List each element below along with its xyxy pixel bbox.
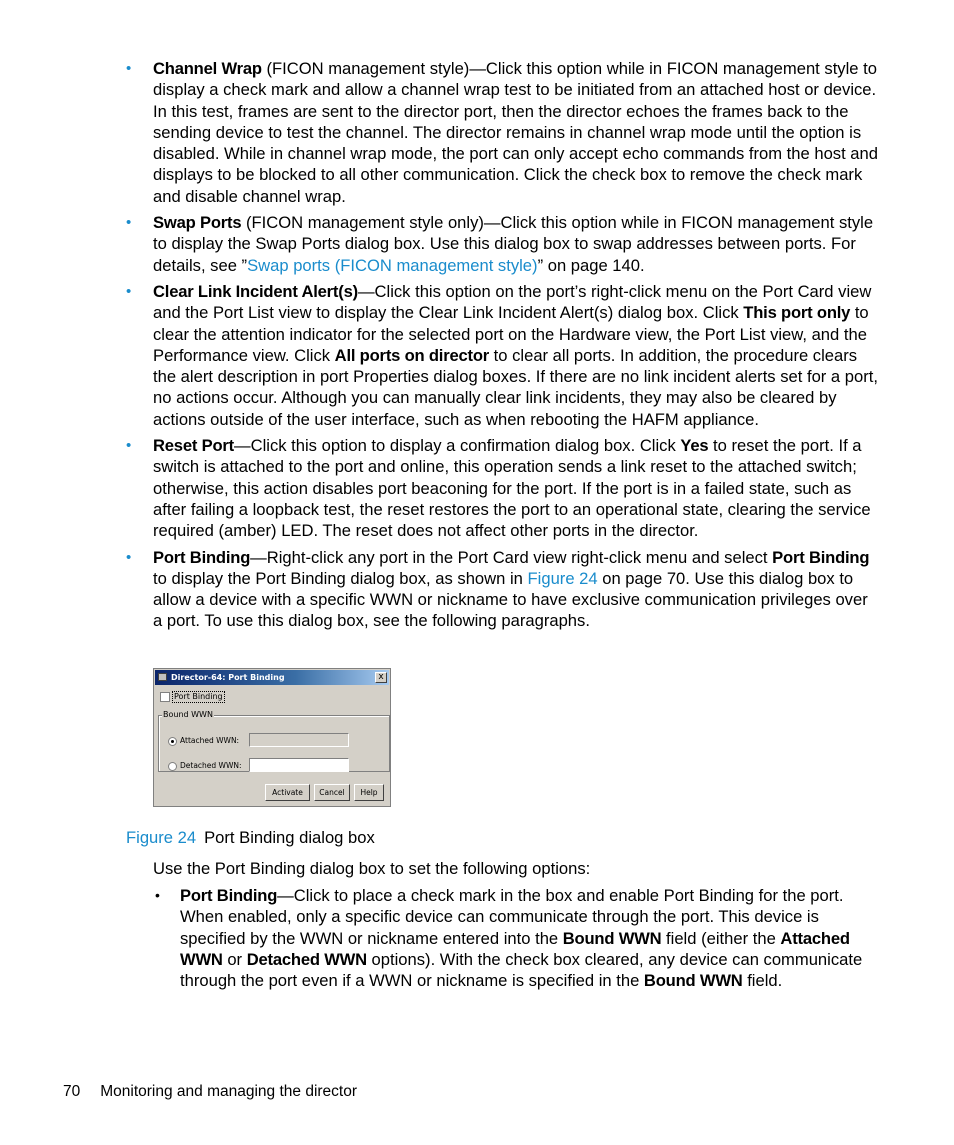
bullet-icon: • — [126, 548, 132, 566]
attached-wwn-label: Attached WWN: — [180, 736, 240, 745]
description-text: or — [222, 949, 247, 969]
description-text: —Click to place a check mark in the box and enable Port Binding for the port. When enabled, only a specific device can communicate through the port. This device is specified by the WWN or nickname entered into the — [180, 886, 844, 948]
bullet-icon: • — [126, 437, 132, 455]
description-text: to reset the port. If a switch is attached to the port and online, this operation sends a link reset to the attached switch; otherwise, this action disables port beaconing for the port. If the port is in a failed state, such as after failing a loopback test, the reset restores the port to an operational state, clearing the service required (amber) LED. The reset does not affect other ports in the director. — [153, 436, 871, 541]
close-button[interactable] — [375, 672, 387, 683]
page-number: 70 — [63, 1083, 81, 1100]
dialog-titlebar — [155, 670, 389, 685]
description-text: (FICON management style only)—Click this option while in FICON management style to display the Swap Ports dialog box. Use this dialog box to swap addresses between ports. For details, see ” — [153, 213, 874, 275]
bold-term: Attached WWN — [180, 928, 850, 969]
list-item-clear-link-incident — [126, 281, 878, 430]
attached-wwn-field[interactable] — [249, 733, 349, 747]
close-icon: x — [378, 672, 384, 682]
figure-title: Port Binding dialog box — [204, 828, 375, 847]
bullet-icon: • — [126, 60, 132, 77]
description-text: (FICON management style)—Click this option while in FICON management style to display a check mark and allow a channel wrap test to be initiated from an attached host or device. In this test, frames are sent to the director port, then the director echoes the frames back to the sending device to test the channel. The director remains in channel wrap mode until the option is disabled. While in channel wrap mode, the port can only accept echo commands from the host and displays to be blocked to all other communication. Click the check box to remove the check mark and disable channel wrap. — [153, 59, 878, 206]
port-binding-checkbox[interactable] — [160, 692, 170, 702]
figure-number: Figure 24 — [126, 828, 197, 847]
app-window-icon — [158, 673, 167, 681]
intro-paragraph: Use the Port Binding dialog box to set the following options: — [153, 859, 591, 878]
footer-section-title: Monitoring and managing the director — [100, 1083, 358, 1100]
help-button[interactable]: Help — [354, 784, 384, 801]
term-port-binding: Port Binding — [153, 547, 251, 567]
term-channel-wrap: Channel Wrap — [153, 59, 262, 78]
option-list — [126, 58, 878, 637]
description-text: on page 70. Use this dialog box to allow a device with a specific WWN or nickname to have exclusive communication privileges over a port. To use this dialog box, see the following paragraphs. — [153, 568, 868, 631]
bold-term: Yes — [680, 436, 709, 456]
bold-term: All ports on director — [334, 345, 490, 365]
list-item-reset-port — [126, 435, 878, 541]
detached-wwn-label: Detached WWN: — [180, 761, 242, 770]
page-footer — [63, 1082, 357, 1102]
bullet-icon: • — [126, 214, 132, 232]
bullet-icon: • — [126, 282, 132, 300]
bold-term: Bound WWN — [562, 928, 662, 948]
bold-term: Port Binding — [772, 547, 870, 567]
swap-ports-link[interactable]: Swap ports (FICON management style) — [247, 255, 538, 275]
description-text: to clear the attention indicator for the selected port on the Hardware view, the Port List view, and the Performance view. Click — [153, 303, 869, 365]
sub-option-list — [153, 885, 878, 991]
list-item-channel-wrap — [126, 58, 878, 207]
activate-button[interactable]: Activate — [265, 784, 310, 801]
term-reset-port: Reset Port — [153, 436, 234, 456]
detached-wwn-radio[interactable] — [168, 762, 177, 771]
description-text: —Click this option on the port’s right-click menu on the Port Card view and the Port List view to display the Clear Link Incident Alert(s) dialog box. Click — [153, 281, 872, 323]
description-text: ” on page 140. — [537, 255, 645, 275]
term-port-binding-option: Port Binding — [180, 886, 278, 905]
list-item-port-binding — [126, 547, 878, 632]
sub-item-port-binding — [153, 885, 878, 991]
description-text: —Right-click any port in the Port Card view right-click menu and select — [250, 547, 773, 567]
description-text: options). With the check box cleared, any device can communicate through the port even if a WWN or nickname is specified in the — [180, 949, 863, 991]
dialog-title: Director-64: Port Binding — [171, 673, 285, 682]
list-item-swap-ports — [126, 212, 878, 276]
detached-wwn-field[interactable] — [249, 758, 349, 772]
port-binding-dialog-screenshot — [153, 668, 391, 807]
description-text: to display the Port Binding dialog box, as shown in — [153, 568, 528, 588]
description-text: field. — [742, 971, 783, 991]
description-text: —Click this option to display a confirmation dialog box. Click — [234, 436, 681, 456]
bold-term: Bound WWN — [643, 971, 743, 991]
attached-wwn-radio[interactable] — [168, 737, 177, 746]
description-text: field (either the — [661, 928, 781, 948]
bound-wwn-group-title: Bound WWN — [163, 710, 213, 719]
port-binding-checkbox-label: Port Binding — [174, 692, 223, 701]
term-swap-ports: Swap Ports — [153, 213, 242, 233]
cancel-button[interactable]: Cancel — [314, 784, 350, 801]
figure-24-link[interactable]: Figure 24 — [527, 568, 598, 588]
term-clear-link-incident: Clear Link Incident Alert(s) — [153, 281, 358, 301]
description-text: to clear all ports. In addition, the procedure clears the alert description in port Properties dialog boxes. If there are no link incident alerts set for a port, no actions occur. Although you can manually clear link incidents, they may also be cleared by actions outside of the user interface, such as when rebooting the HAFM appliance. — [153, 345, 878, 429]
bold-term: This port only — [743, 303, 851, 323]
figure-caption — [126, 827, 375, 848]
bold-term: Detached WWN — [246, 949, 367, 969]
bullet-icon: • — [155, 887, 160, 903]
